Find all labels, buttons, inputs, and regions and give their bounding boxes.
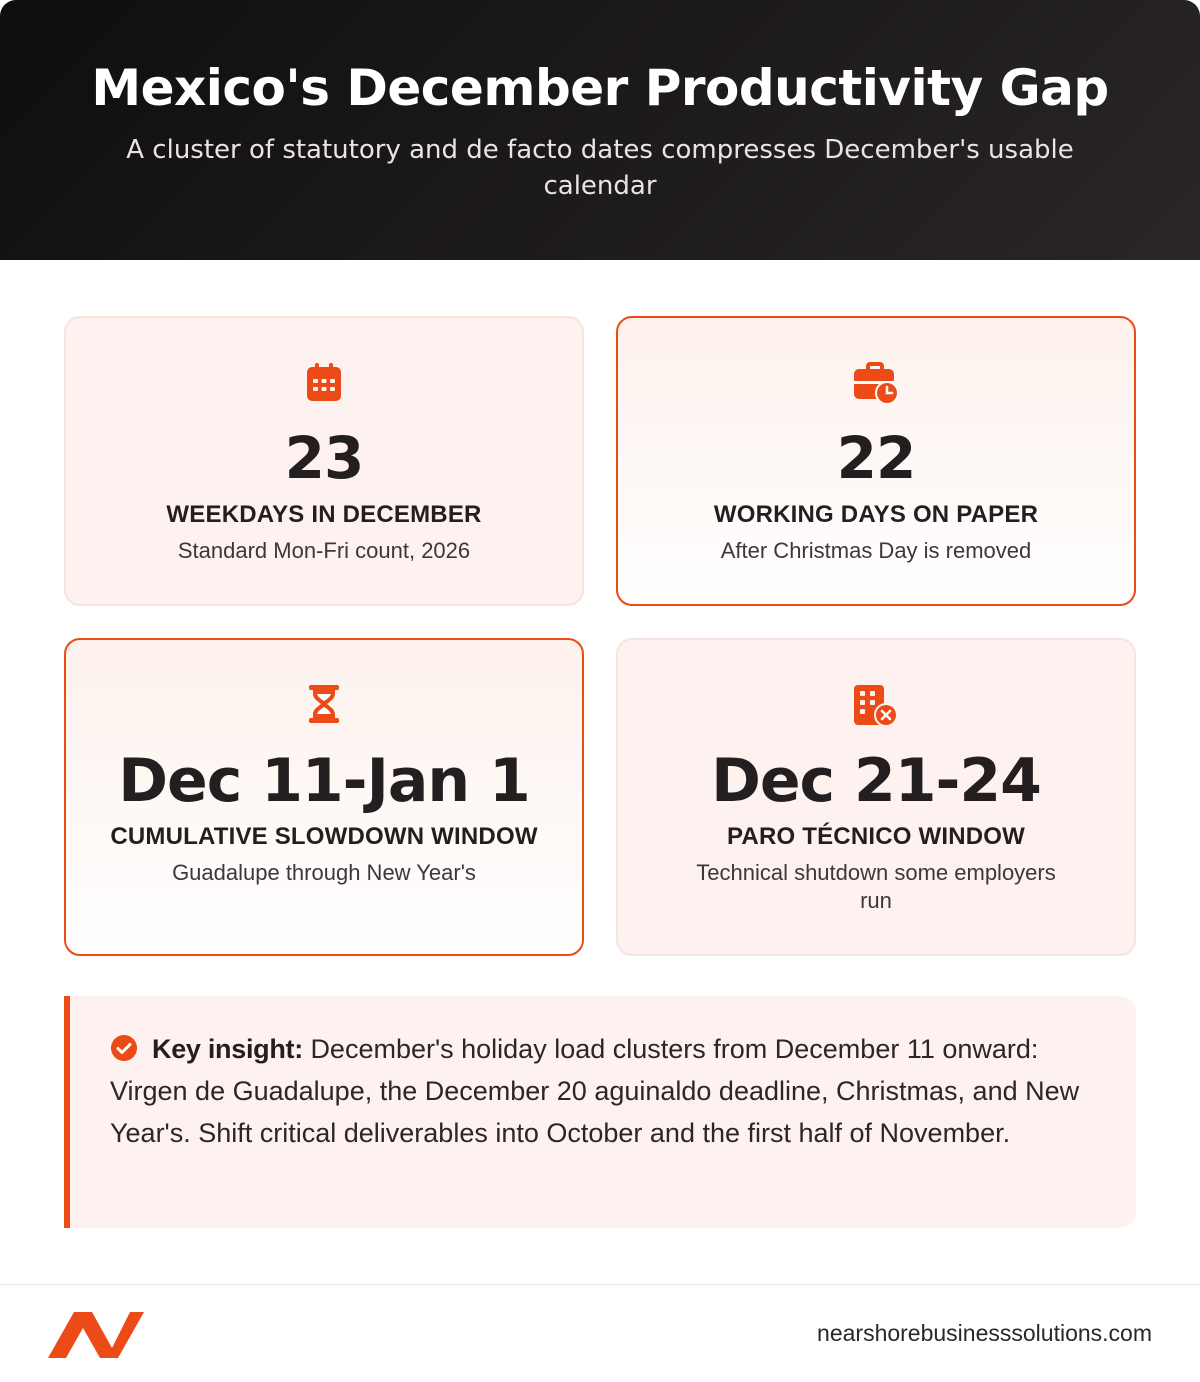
stat-card-slowdown-window [64,638,584,956]
brand-logo [48,1308,146,1360]
stat-label: CUMULATIVE SLOWDOWN WINDOW [110,823,538,850]
key-insight-callout [64,996,1136,1228]
stat-card-paro-tecnico [616,638,1136,956]
stat-description: After Christmas Day is removed [720,538,1032,563]
stat-value: Dec 11-Jan 1 [118,746,530,816]
stat-card-weekdays [64,316,584,606]
stat-label: WEEKDAYS IN DECEMBER [166,501,482,528]
stat-label: PARO TÉCNICO WINDOW [727,823,1025,850]
stat-label: WORKING DAYS ON PAPER [713,501,1039,528]
calendar-icon [306,362,342,402]
stat-value: 22 [836,424,916,492]
hourglass-icon [308,684,340,724]
stat-card-working-days [616,316,1136,606]
stat-value: 23 [284,424,364,492]
insight-lead: Key insight: [152,1034,303,1064]
stat-description: Guadalupe through New Year's [172,860,476,885]
footer-divider [0,1284,1200,1285]
briefcase-clock-icon [852,360,900,406]
header-banner [0,0,1200,260]
check-circle-icon [110,1034,138,1062]
footer-url[interactable]: nearshorebusinesssolutions.com [817,1320,1152,1346]
insight-body: December's holiday load clusters from December 11 onward: Virgen de Guadalupe, the December 20 aguinaldo deadline, Christmas, and New Year's. Shift critical deliverables into October and the first half of November. [110,1034,1080,1148]
building-closed-icon [853,684,899,728]
page-subtitle: A cluster of statutory and de facto dates compresses December's usable calendar [126,135,1074,201]
insight-text-block [110,1028,1100,1154]
stat-value: Dec 21-24 [711,746,1041,816]
page-title: Mexico's December Productivity Gap [91,59,1109,117]
stat-description: Standard Mon-Fri count, 2026 [177,538,471,563]
stat-description: Technical shutdown some employers run [696,860,1056,913]
